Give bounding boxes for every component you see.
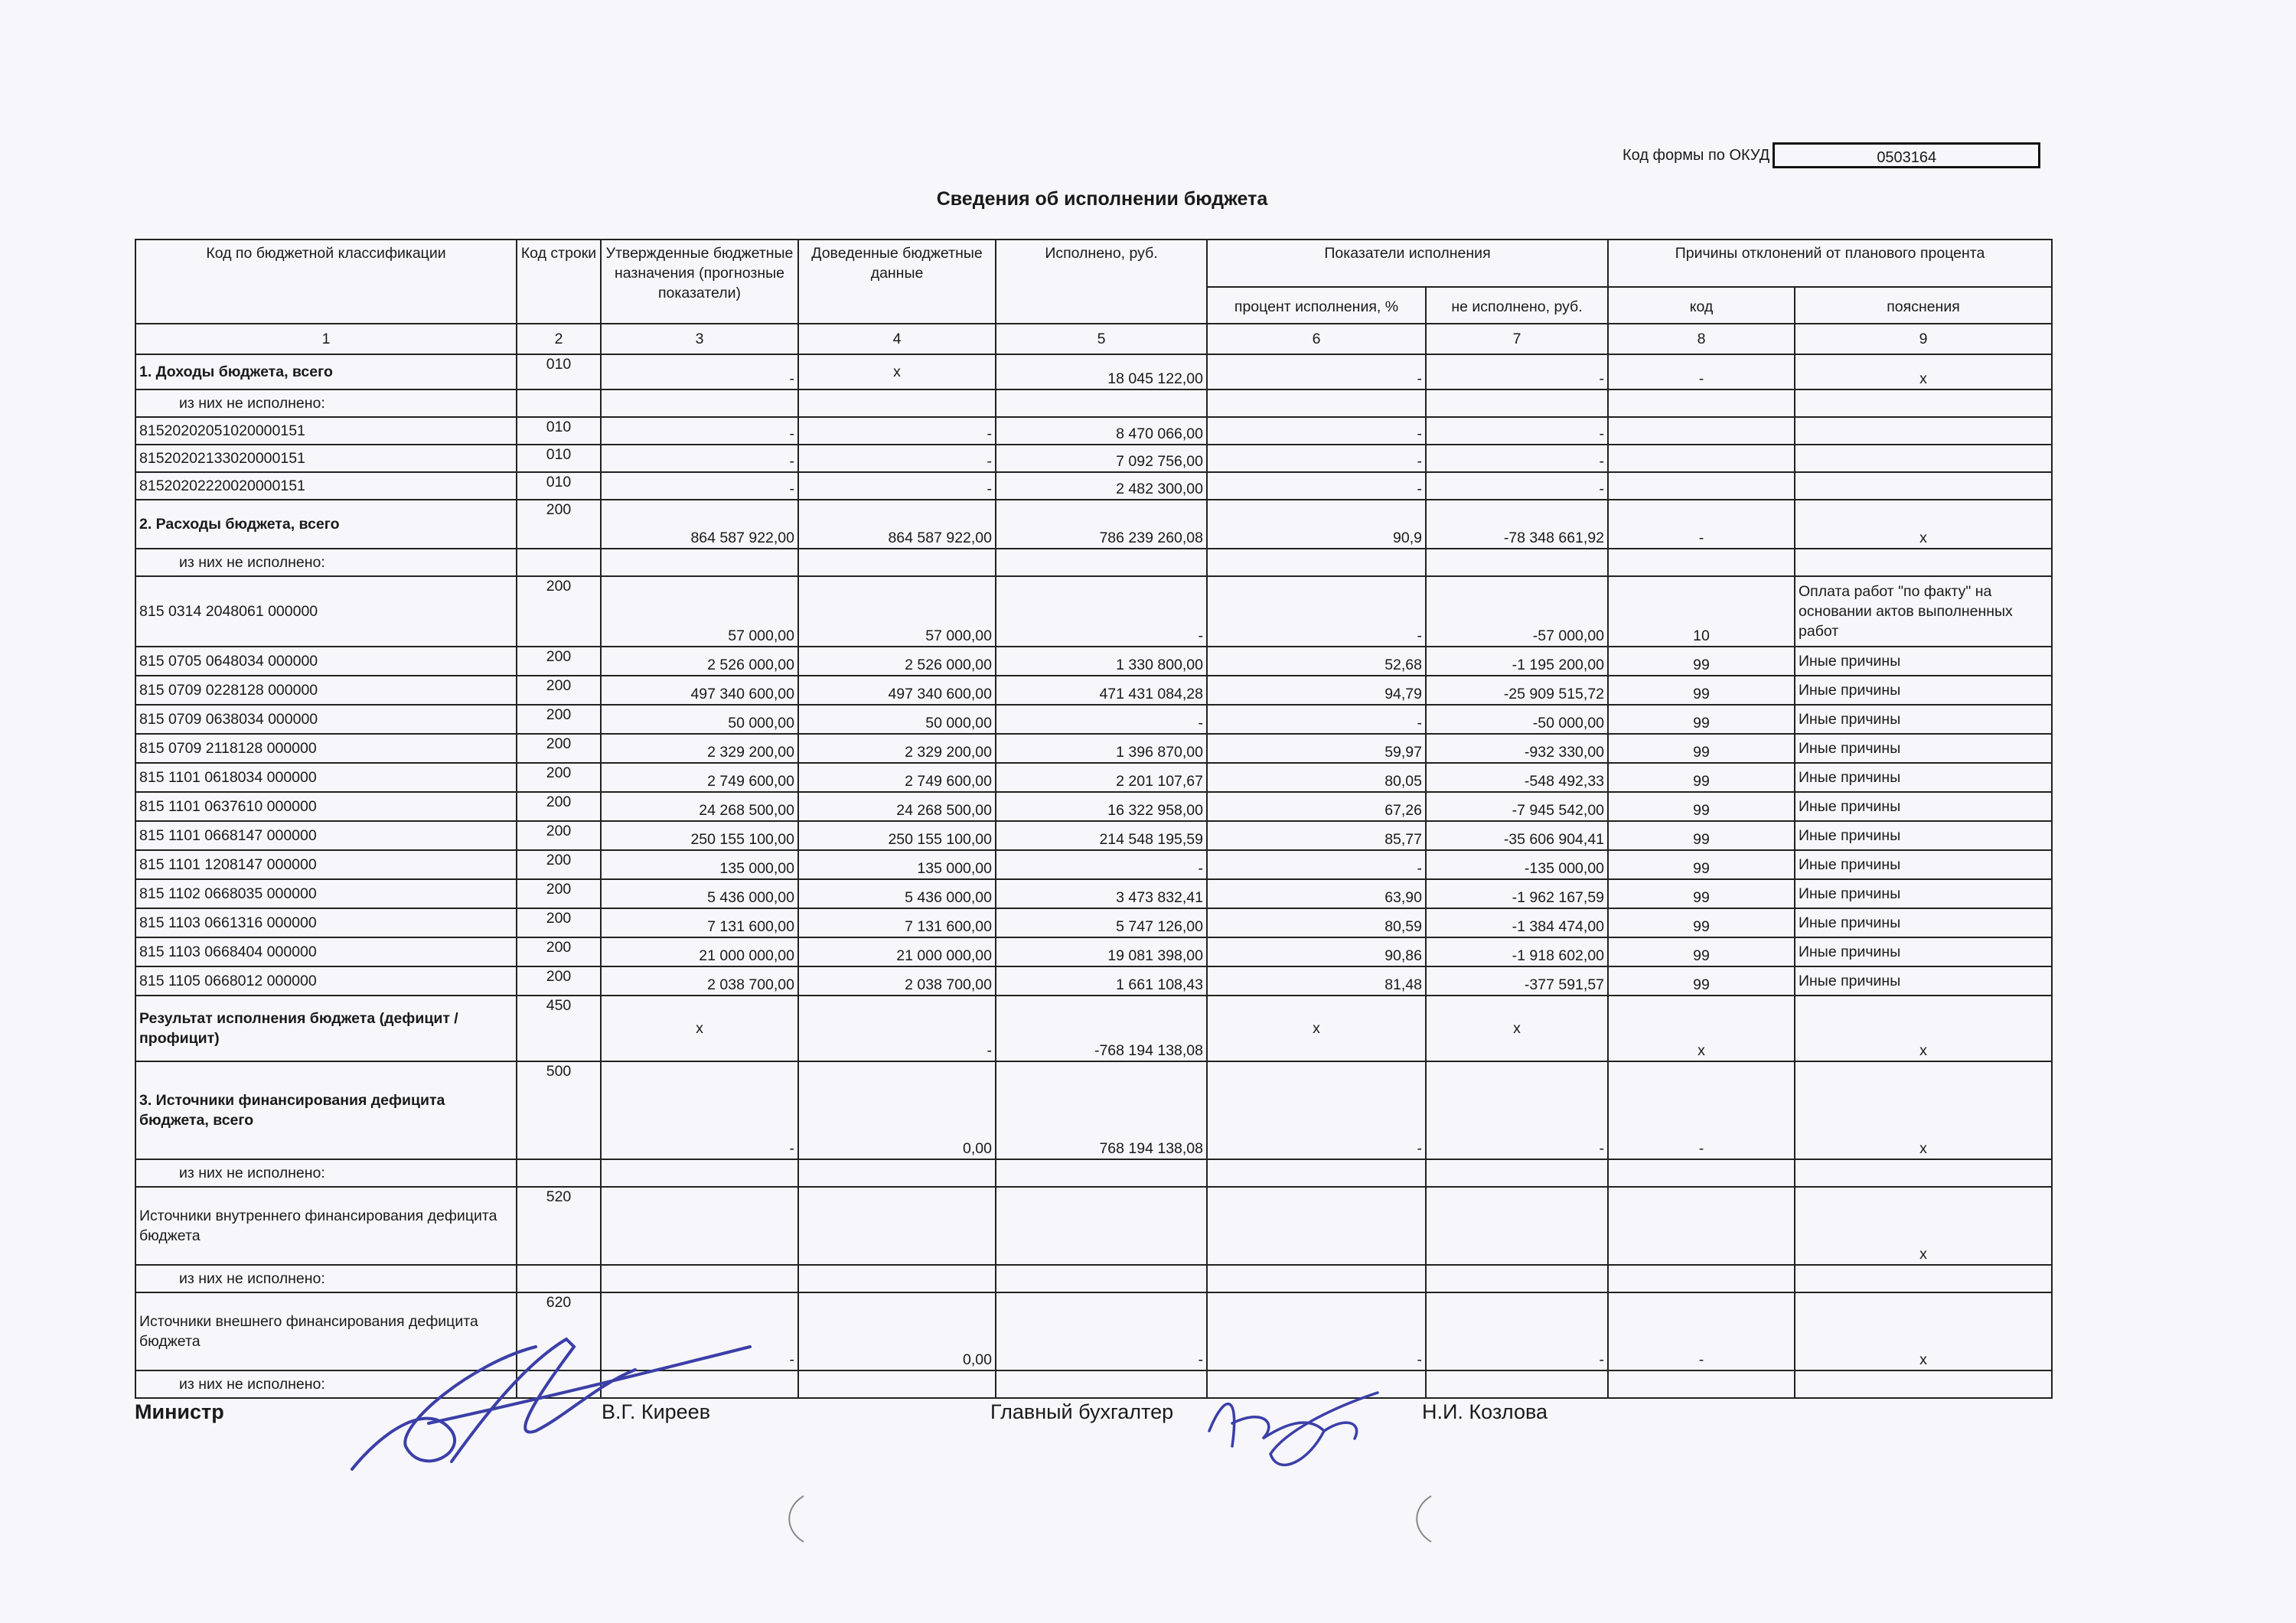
explanation-cell	[1795, 1159, 2052, 1187]
column-number: 1	[135, 324, 517, 354]
document-title: Сведения об исполнении бюджета	[936, 188, 1268, 210]
allocated-cell	[798, 1265, 996, 1292]
not-executed-cell: -57 000,00	[1426, 576, 1608, 647]
budget-code-cell: 815 0705 0648034 000000	[135, 647, 517, 676]
not-executed-cell: -	[1426, 354, 1608, 389]
budget-code-cell: 1. Доходы бюджета, всего	[135, 354, 517, 389]
percent-cell: 90,9	[1207, 500, 1426, 549]
column-number: 4	[798, 324, 996, 354]
executed-cell: 18 045 122,00	[996, 354, 1207, 389]
allocated-cell: -	[798, 445, 996, 472]
allocated-cell: 2 329 200,00	[798, 734, 996, 763]
line-code-cell: 200	[517, 792, 601, 821]
table-row	[135, 676, 2052, 705]
column-number: 5	[996, 324, 1207, 354]
percent-cell: -	[1207, 417, 1426, 445]
explanation-cell: Иные причины	[1795, 705, 2052, 734]
not-executed-cell	[1426, 389, 1608, 417]
header-not-executed: не исполнено, руб.	[1426, 287, 1608, 324]
column-number: 7	[1426, 324, 1608, 354]
explanation-cell: х	[1795, 500, 2052, 549]
header-percent: процент исполнения, %	[1207, 287, 1426, 324]
percent-cell: -	[1207, 705, 1426, 734]
reason-code-cell: 99	[1608, 763, 1795, 792]
executed-cell	[996, 1187, 1207, 1265]
executed-cell: 8 470 066,00	[996, 417, 1207, 445]
not-executed-cell: -	[1426, 417, 1608, 445]
header-approved: Утвержденные бюджетные назначения (прогнозные показатели)	[601, 240, 798, 324]
percent-cell	[1207, 389, 1426, 417]
minister-title: Министр	[135, 1400, 224, 1423]
table-row	[135, 996, 2052, 1061]
not-executed-cell: -1 195 200,00	[1426, 647, 1608, 676]
not-executed-cell: -548 492,33	[1426, 763, 1608, 792]
executed-cell: -	[996, 1292, 1207, 1370]
allocated-cell: 135 000,00	[798, 850, 996, 879]
reason-code-cell	[1608, 1187, 1795, 1265]
reason-code-cell	[1608, 417, 1795, 445]
explanation-cell	[1795, 417, 2052, 445]
approved-cell	[601, 549, 798, 576]
reason-code-cell: 99	[1608, 676, 1795, 705]
not-executed-cell	[1426, 1265, 1608, 1292]
executed-cell	[996, 1370, 1207, 1398]
approved-cell: -	[601, 445, 798, 472]
executed-cell: 16 322 958,00	[996, 792, 1207, 821]
percent-cell	[1207, 1187, 1426, 1265]
not-executed-cell: х	[1426, 996, 1608, 1061]
line-code-cell: 200	[517, 966, 601, 996]
allocated-cell: 7 131 600,00	[798, 908, 996, 937]
allocated-cell: 864 587 922,00	[798, 500, 996, 549]
column-number: 6	[1207, 324, 1426, 354]
allocated-cell	[798, 1370, 996, 1398]
line-code-cell: 200	[517, 937, 601, 966]
approved-cell: -	[601, 472, 798, 500]
allocated-cell: 2 526 000,00	[798, 647, 996, 676]
line-code-cell: 200	[517, 647, 601, 676]
table-row	[135, 417, 2052, 445]
executed-cell: 214 548 195,59	[996, 821, 1207, 850]
not-executed-cell	[1426, 549, 1608, 576]
allocated-cell: -	[798, 472, 996, 500]
allocated-cell: -	[798, 417, 996, 445]
percent-cell: -	[1207, 472, 1426, 500]
line-code-cell: 200	[517, 576, 601, 647]
explanation-cell: Иные причины	[1795, 850, 2052, 879]
table-row	[135, 549, 2052, 576]
allocated-cell: 24 268 500,00	[798, 792, 996, 821]
not-executed-cell: -50 000,00	[1426, 705, 1608, 734]
line-code-cell: 200	[517, 821, 601, 850]
line-code-cell: 010	[517, 445, 601, 472]
line-code-cell	[517, 1265, 601, 1292]
reason-code-cell: 99	[1608, 966, 1795, 996]
explanation-cell: х	[1795, 1292, 2052, 1370]
okud-label: Код формы по ОКУД	[1623, 146, 1770, 164]
explanation-cell: х	[1795, 1061, 2052, 1159]
table-row	[135, 354, 2052, 389]
allocated-cell	[798, 1159, 996, 1187]
percent-cell: 80,05	[1207, 763, 1426, 792]
line-code-cell: 200	[517, 676, 601, 705]
line-code-cell: 500	[517, 1061, 601, 1159]
allocated-cell	[798, 389, 996, 417]
explanation-cell: Иные причины	[1795, 792, 2052, 821]
explanation-cell: х	[1795, 354, 2052, 389]
table-row	[135, 500, 2052, 549]
not-executed-cell	[1426, 1187, 1608, 1265]
header-deviation-reasons: Причины отклонений от планового процента	[1608, 240, 2052, 287]
explanation-cell	[1795, 1370, 2052, 1398]
executed-cell: -	[996, 850, 1207, 879]
table-row	[135, 576, 2052, 647]
allocated-cell: 250 155 100,00	[798, 821, 996, 850]
budget-code-cell: 815 0709 0228128 000000	[135, 676, 517, 705]
budget-code-cell: Источники внешнего финансирования дефицита бюджета	[135, 1292, 517, 1370]
header-line-code: Код строки	[517, 240, 601, 324]
header-reason-code: код	[1608, 287, 1795, 324]
not-executed-cell: -78 348 661,92	[1426, 500, 1608, 549]
line-code-cell	[517, 1159, 601, 1187]
header-budget-code: Код по бюджетной классификации	[135, 240, 517, 324]
reason-code-cell: 99	[1608, 821, 1795, 850]
executed-cell: 2 201 107,67	[996, 763, 1207, 792]
not-executed-cell	[1426, 1159, 1608, 1187]
not-executed-cell: -35 606 904,41	[1426, 821, 1608, 850]
allocated-cell: 0,00	[798, 1061, 996, 1159]
table-row	[135, 1159, 2052, 1187]
explanation-cell: Оплата работ "по факту" на основании актов выполненных работ	[1795, 576, 2052, 647]
percent-cell: 59,97	[1207, 734, 1426, 763]
allocated-cell: х	[798, 354, 996, 389]
budget-code-cell: из них не исполнено:	[135, 1265, 517, 1292]
reason-code-cell: -	[1608, 354, 1795, 389]
budget-code-cell: из них не исполнено:	[135, 549, 517, 576]
column-number: 8	[1608, 324, 1795, 354]
table-row	[135, 850, 2052, 879]
allocated-cell: 0,00	[798, 1292, 996, 1370]
line-code-cell: 200	[517, 500, 601, 549]
budget-code-cell: 815 1101 1208147 000000	[135, 850, 517, 879]
reason-code-cell	[1608, 472, 1795, 500]
percent-cell: -	[1207, 1061, 1426, 1159]
reason-code-cell	[1608, 549, 1795, 576]
budget-execution-table	[135, 239, 2053, 1399]
allocated-cell: 21 000 000,00	[798, 937, 996, 966]
percent-cell: 81,48	[1207, 966, 1426, 996]
percent-cell: -	[1207, 354, 1426, 389]
minister-name: В.Г. Киреев	[602, 1400, 711, 1423]
not-executed-cell: -25 909 515,72	[1426, 676, 1608, 705]
percent-cell	[1207, 549, 1426, 576]
percent-cell: 63,90	[1207, 879, 1426, 908]
budget-code-cell: Источники внутреннего финансирования дефицита бюджета	[135, 1187, 517, 1265]
executed-cell: 3 473 832,41	[996, 879, 1207, 908]
allocated-cell: 57 000,00	[798, 576, 996, 647]
budget-code-cell: 815 1101 0618034 000000	[135, 763, 517, 792]
approved-cell: -	[601, 354, 798, 389]
line-code-cell: 200	[517, 850, 601, 879]
column-number-row	[135, 324, 2052, 354]
executed-cell	[996, 549, 1207, 576]
executed-cell: 2 482 300,00	[996, 472, 1207, 500]
executed-cell: -768 194 138,08	[996, 996, 1207, 1061]
budget-code-cell: 815 1103 0661316 000000	[135, 908, 517, 937]
allocated-cell	[798, 1187, 996, 1265]
explanation-cell	[1795, 445, 2052, 472]
line-code-cell: 200	[517, 879, 601, 908]
header-execution-indicators: Показатели исполнения	[1207, 240, 1608, 287]
table-row	[135, 821, 2052, 850]
approved-cell: 24 268 500,00	[601, 792, 798, 821]
percent-cell: х	[1207, 996, 1426, 1061]
explanation-cell	[1795, 472, 2052, 500]
allocated-cell: 2 749 600,00	[798, 763, 996, 792]
budget-code-cell: 81520202051020000151	[135, 417, 517, 445]
executed-cell: 5 747 126,00	[996, 908, 1207, 937]
approved-cell: 250 155 100,00	[601, 821, 798, 850]
table-row	[135, 966, 2052, 996]
budget-code-cell: 2. Расходы бюджета, всего	[135, 500, 517, 549]
percent-cell: 80,59	[1207, 908, 1426, 937]
approved-cell: 7 131 600,00	[601, 908, 798, 937]
percent-cell: 67,26	[1207, 792, 1426, 821]
line-code-cell	[517, 389, 601, 417]
budget-code-cell: 815 1105 0668012 000000	[135, 966, 517, 996]
allocated-cell: 5 436 000,00	[798, 879, 996, 908]
approved-cell: 2 749 600,00	[601, 763, 798, 792]
line-code-cell: 620	[517, 1292, 601, 1370]
explanation-cell	[1795, 389, 2052, 417]
explanation-cell: Иные причины	[1795, 763, 2052, 792]
punch-mark	[781, 1492, 811, 1546]
explanation-cell: Иные причины	[1795, 937, 2052, 966]
allocated-cell	[798, 549, 996, 576]
executed-cell	[996, 1159, 1207, 1187]
approved-cell: 2 329 200,00	[601, 734, 798, 763]
budget-code-cell: 815 0709 2118128 000000	[135, 734, 517, 763]
approved-cell: -	[601, 1292, 798, 1370]
explanation-cell: Иные причины	[1795, 734, 2052, 763]
approved-cell: 135 000,00	[601, 850, 798, 879]
not-executed-cell: -	[1426, 445, 1608, 472]
column-number: 9	[1795, 324, 2052, 354]
executed-cell: -	[996, 576, 1207, 647]
executed-cell: 19 081 398,00	[996, 937, 1207, 966]
not-executed-cell: -7 945 542,00	[1426, 792, 1608, 821]
not-executed-cell: -1 918 602,00	[1426, 937, 1608, 966]
not-executed-cell: -135 000,00	[1426, 850, 1608, 879]
allocated-cell: 50 000,00	[798, 705, 996, 734]
budget-code-cell: из них не исполнено:	[135, 1370, 517, 1398]
percent-cell: 85,77	[1207, 821, 1426, 850]
line-code-cell	[517, 549, 601, 576]
accountant-name: Н.И. Козлова	[1422, 1400, 1548, 1423]
table-row	[135, 908, 2052, 937]
budget-code-cell: 81520202133020000151	[135, 445, 517, 472]
reason-code-cell	[1608, 389, 1795, 417]
reason-code-cell: 99	[1608, 908, 1795, 937]
table-row	[135, 792, 2052, 821]
approved-cell: -	[601, 417, 798, 445]
explanation-cell: х	[1795, 996, 2052, 1061]
budget-code-cell: из них не исполнено:	[135, 389, 517, 417]
table-row	[135, 445, 2052, 472]
table-row	[135, 472, 2052, 500]
approved-cell	[601, 1265, 798, 1292]
table-row	[135, 1187, 2052, 1265]
reason-code-cell: -	[1608, 500, 1795, 549]
percent-cell: -	[1207, 576, 1426, 647]
table-row	[135, 647, 2052, 676]
allocated-cell: 2 038 700,00	[798, 966, 996, 996]
executed-cell	[996, 1265, 1207, 1292]
line-code-cell: 010	[517, 354, 601, 389]
okud-value: 0503164	[1773, 142, 2040, 168]
percent-cell: 90,86	[1207, 937, 1426, 966]
approved-cell: х	[601, 996, 798, 1061]
reason-code-cell: 99	[1608, 850, 1795, 879]
okud-form-code	[1623, 142, 2040, 168]
table-row	[135, 734, 2052, 763]
executed-cell: 1 330 800,00	[996, 647, 1207, 676]
executed-cell: 7 092 756,00	[996, 445, 1207, 472]
explanation-cell: Иные причины	[1795, 908, 2052, 937]
reason-code-cell: 10	[1608, 576, 1795, 647]
line-code-cell: 010	[517, 417, 601, 445]
budget-code-cell: 815 1102 0668035 000000	[135, 879, 517, 908]
line-code-cell: 010	[517, 472, 601, 500]
approved-cell: -	[601, 1061, 798, 1159]
not-executed-cell: -	[1426, 472, 1608, 500]
budget-code-cell: 815 0709 0638034 000000	[135, 705, 517, 734]
reason-code-cell: х	[1608, 996, 1795, 1061]
executed-cell: 1 661 108,43	[996, 966, 1207, 996]
explanation-cell: Иные причины	[1795, 966, 2052, 996]
allocated-cell: -	[798, 996, 996, 1061]
table-row	[135, 389, 2052, 417]
executed-cell: 786 239 260,08	[996, 500, 1207, 549]
accountant-title: Главный бухгалтер	[990, 1400, 1174, 1423]
approved-cell	[601, 1159, 798, 1187]
header-executed: Исполнено, руб.	[996, 240, 1207, 324]
table-row	[135, 937, 2052, 966]
not-executed-cell: -377 591,57	[1426, 966, 1608, 996]
percent-cell	[1207, 1159, 1426, 1187]
approved-cell	[601, 1187, 798, 1265]
percent-cell: -	[1207, 1292, 1426, 1370]
reason-code-cell: 99	[1608, 792, 1795, 821]
reason-code-cell: 99	[1608, 734, 1795, 763]
percent-cell	[1207, 1265, 1426, 1292]
accountant-signature-image	[1194, 1377, 1393, 1484]
explanation-cell: Иные причины	[1795, 821, 2052, 850]
percent-cell: 94,79	[1207, 676, 1426, 705]
approved-cell: 2 038 700,00	[601, 966, 798, 996]
header-allocated: Доведенные бюджетные данные	[798, 240, 996, 324]
executed-cell: 1 396 870,00	[996, 734, 1207, 763]
approved-cell: 21 000 000,00	[601, 937, 798, 966]
header-explanations: пояснения	[1795, 287, 2052, 324]
explanation-cell: Иные причины	[1795, 676, 2052, 705]
budget-code-cell: 815 1101 0668147 000000	[135, 821, 517, 850]
budget-code-cell: из них не исполнено:	[135, 1159, 517, 1187]
column-number: 3	[601, 324, 798, 354]
table-row	[135, 879, 2052, 908]
explanation-cell: Иные причины	[1795, 879, 2052, 908]
approved-cell: 5 436 000,00	[601, 879, 798, 908]
not-executed-cell: -	[1426, 1061, 1608, 1159]
budget-code-cell: 815 1103 0668404 000000	[135, 937, 517, 966]
approved-cell: 864 587 922,00	[601, 500, 798, 549]
not-executed-cell: -1 962 167,59	[1426, 879, 1608, 908]
executed-cell: 471 431 084,28	[996, 676, 1207, 705]
budget-code-cell: 815 1101 0637610 000000	[135, 792, 517, 821]
line-code-cell: 200	[517, 705, 601, 734]
punch-mark	[1408, 1492, 1439, 1546]
explanation-cell: Иные причины	[1795, 647, 2052, 676]
reason-code-cell: 99	[1608, 937, 1795, 966]
line-code-cell: 520	[517, 1187, 601, 1265]
percent-cell: 52,68	[1207, 647, 1426, 676]
explanation-cell	[1795, 549, 2052, 576]
minister-signature-image	[337, 1316, 765, 1492]
reason-code-cell: 99	[1608, 705, 1795, 734]
reason-code-cell	[1608, 1159, 1795, 1187]
budget-code-cell: 81520202220020000151	[135, 472, 517, 500]
executed-cell: 768 194 138,08	[996, 1061, 1207, 1159]
reason-code-cell	[1608, 1265, 1795, 1292]
reason-code-cell	[1608, 1370, 1795, 1398]
percent-cell: -	[1207, 445, 1426, 472]
budget-code-cell: Результат исполнения бюджета (дефицит / профицит)	[135, 996, 517, 1061]
not-executed-cell: -	[1426, 1292, 1608, 1370]
reason-code-cell: -	[1608, 1292, 1795, 1370]
reason-code-cell: 99	[1608, 879, 1795, 908]
reason-code-cell	[1608, 445, 1795, 472]
executed-cell: -	[996, 705, 1207, 734]
approved-cell: 50 000,00	[601, 705, 798, 734]
percent-cell: -	[1207, 850, 1426, 879]
table-row	[135, 1265, 2052, 1292]
budget-code-cell: 815 0314 2048061 000000	[135, 576, 517, 647]
line-code-cell: 200	[517, 763, 601, 792]
line-code-cell: 450	[517, 996, 601, 1061]
table-row	[135, 763, 2052, 792]
approved-cell: 57 000,00	[601, 576, 798, 647]
not-executed-cell: -932 330,00	[1426, 734, 1608, 763]
executed-cell	[996, 389, 1207, 417]
explanation-cell: х	[1795, 1187, 2052, 1265]
reason-code-cell: 99	[1608, 647, 1795, 676]
not-executed-cell	[1426, 1370, 1608, 1398]
explanation-cell	[1795, 1265, 2052, 1292]
approved-cell: 497 340 600,00	[601, 676, 798, 705]
reason-code-cell: -	[1608, 1061, 1795, 1159]
approved-cell: 2 526 000,00	[601, 647, 798, 676]
table-row	[135, 705, 2052, 734]
budget-code-cell: 3. Источники финансирования дефицита бюджета, всего	[135, 1061, 517, 1159]
approved-cell	[601, 389, 798, 417]
line-code-cell: 200	[517, 908, 601, 937]
allocated-cell: 497 340 600,00	[798, 676, 996, 705]
table-row	[135, 1061, 2052, 1159]
line-code-cell: 200	[517, 734, 601, 763]
column-number: 2	[517, 324, 601, 354]
not-executed-cell: -1 384 474,00	[1426, 908, 1608, 937]
